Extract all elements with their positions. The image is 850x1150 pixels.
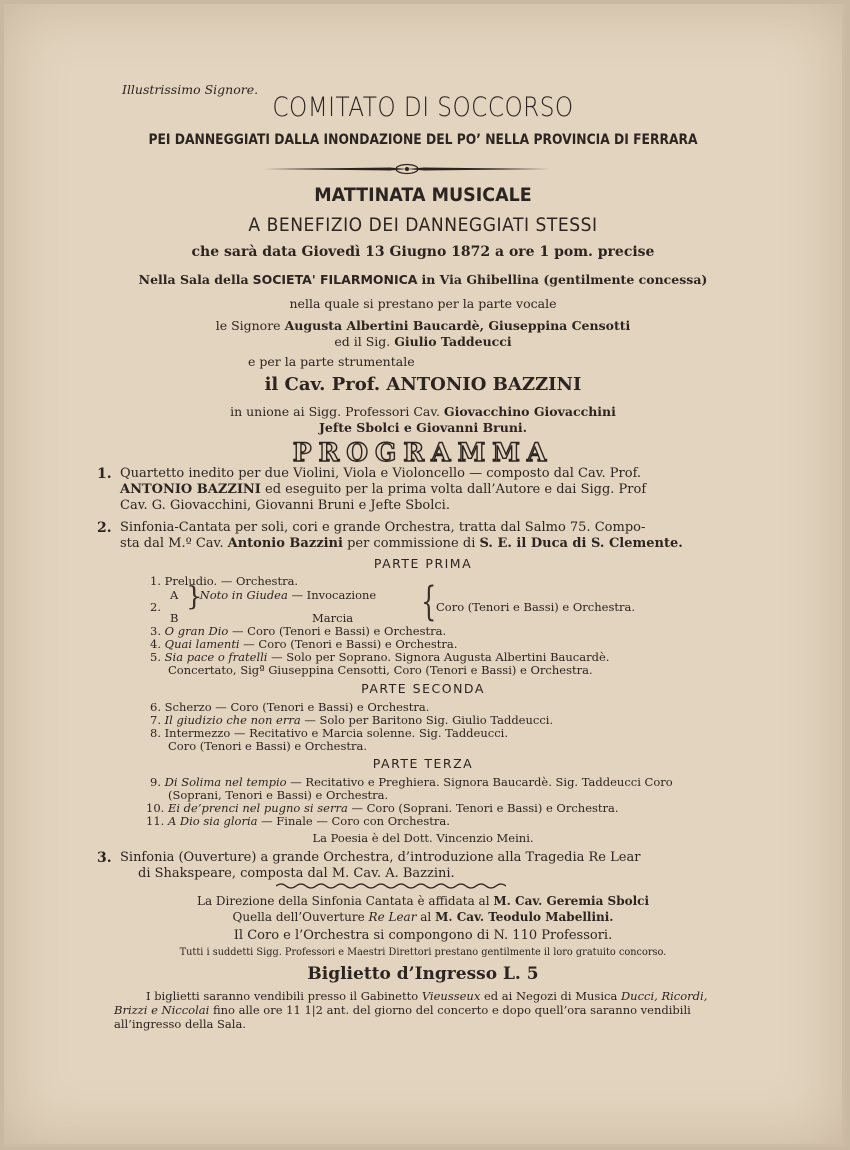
vocal-intro: nella quale si prestano per la parte vocale xyxy=(289,296,557,311)
venue-name: SOCIETA' FILARMONICA xyxy=(252,272,418,287)
item1-line1: Quartetto inedito per due Violini, Viola e Violoncello — composto dal Cav. Prof. xyxy=(120,466,642,481)
pp-3-num: 3. xyxy=(150,624,161,638)
sig-prefix: ed il Sig. xyxy=(334,334,391,349)
sale-line1 xyxy=(146,989,707,1003)
item2-line2-prefix: sta dal M.º Cav. xyxy=(120,536,224,551)
venue-suffix: in Via Ghibellina (gentilmente concessa) xyxy=(421,272,708,287)
pt-11-num: 11. xyxy=(146,814,165,828)
sale1-b: Vieusseux xyxy=(421,989,481,1003)
pp-3-rest: — Coro (Tenori e Bassi) e Orchestra. xyxy=(231,624,447,638)
pp-line2b xyxy=(170,611,178,625)
dir1-prefix: La Direzione della Sinfonia Cantata è affidata al xyxy=(196,894,490,908)
pt-9-num: 9. xyxy=(150,775,161,789)
direction-line1 xyxy=(4,894,842,908)
ladies-names: Augusta Albertini Baucardè, Giuseppina Censotti xyxy=(284,318,631,333)
ps-7-num: 7. xyxy=(150,713,161,727)
pp-line5-cont: Concertato, Sigª Giuseppina Censotti, Coro (Tenori e Bassi) e Orchestra. xyxy=(168,663,593,677)
pp-line2-coro: Coro (Tenori e Bassi) e Orchestra. xyxy=(436,600,635,614)
ps-line8: 8. Intermezzo — Recitativo e Marcia solenne. Sig. Taddeucci. xyxy=(150,726,508,740)
ornament-rule xyxy=(262,162,552,176)
pp-line3 xyxy=(150,624,446,638)
pp-line5 xyxy=(150,650,609,664)
committee-subtitle: PEI DANNEGGIATI DALLA INONDAZIONE DEL PO’ NELLA PROVINCIA DI FERRARA xyxy=(148,132,698,148)
sale1-d: Ducci, Ricordi, xyxy=(620,989,708,1003)
event-benefit: A BENEFIZIO DEI DANNEGGIATI STESSI xyxy=(248,214,598,236)
ticket-price: Biglietto d’Ingresso L. 5 xyxy=(307,964,539,984)
brace-large: { xyxy=(421,579,437,625)
programma-heading: PROGRAMMA xyxy=(292,438,554,467)
event-name: MATTINATA MUSICALE xyxy=(314,184,532,206)
sale-line3: all’ingresso della Sala. xyxy=(114,1017,246,1031)
item1-number: 1. xyxy=(97,466,112,482)
coro-orchestra: Il Coro e l’Orchestra si compongono di N. 110 Professori. xyxy=(233,928,613,943)
item1-line3: Cav. G. Giovacchini, Giovanni Bruni e Jefte Sbolci. xyxy=(120,498,450,513)
item3-number: 3. xyxy=(97,850,112,866)
pt-11-title: A Dio sia gloria xyxy=(167,814,258,828)
pp-4-num: 4. xyxy=(150,637,161,651)
pp-2b-title: Marcia xyxy=(312,611,354,625)
sale2-a: Brizzi e Niccolai xyxy=(114,1003,210,1017)
pp-5-rest: — Solo per Soprano. Signora Augusta Albertini Baucardè. xyxy=(271,650,610,664)
item3-line1: Sinfonia (Ouverture) a grande Orchestra, d’introduzione alla Tragedia Re Lear xyxy=(120,850,641,865)
dir2-prefix: Quella dell’Ouverture xyxy=(232,910,365,924)
item1-composer: ANTONIO BAZZINI xyxy=(120,482,261,497)
ps-line7 xyxy=(150,713,553,727)
pt-10-title: Ei de’prenci nel pugno si serra xyxy=(167,801,348,815)
salutation: Illustrissimo Signore. xyxy=(122,82,259,97)
union-names2: Jefte Sbolci e Giovanni Bruni. xyxy=(318,420,528,435)
pp-2a-title: Noto in Giudea xyxy=(199,588,288,602)
item1-line2 xyxy=(120,482,646,497)
item2-line2-mid: per commissione di xyxy=(347,536,476,551)
vocal-ladies xyxy=(4,318,842,333)
venue-prefix: Nella Sala della xyxy=(138,272,249,287)
item1-line2-rest: ed eseguito per la prima volta dall’Autore e dai Sigg. Prof xyxy=(265,482,647,497)
ps-7-title: Il giudizio che non erra xyxy=(164,713,301,727)
sale2-b: fino alle ore 11 1|2 ant. del giorno del concerto e dopo quell’ora saranno vendibili xyxy=(212,1003,691,1017)
direction-line2 xyxy=(4,910,842,924)
brace-small: } xyxy=(186,582,203,612)
ps-line6: 6. Scherzo — Coro (Tenori e Bassi) e Orchestra. xyxy=(150,700,430,714)
item3-line2: di Shakspeare, composta dal M. Cav. A. Bazzini. xyxy=(138,866,455,881)
ladies-prefix: le Signore xyxy=(215,318,281,333)
poesia-credit: La Poesia è del Dott. Vincenzio Meini. xyxy=(312,831,534,845)
pp-line4 xyxy=(150,637,457,651)
ps-line8-cont: Coro (Tenori e Bassi) e Orchestra. xyxy=(168,739,367,753)
event-date: che sarà data Giovedì 13 Giugno 1872 a ore 1 pom. precise xyxy=(191,244,655,260)
committee-title: COMITATO DI SOCCORSO xyxy=(272,92,574,123)
union-prefix: in unione ai Sigg. Professori Cav. xyxy=(230,404,440,419)
pp-line1: 1. Preludio. — Orchestra. xyxy=(150,574,299,588)
vocal-sig xyxy=(4,334,842,349)
pp-4-rest: — Coro (Tenori e Bassi) e Orchestra. xyxy=(243,637,458,651)
pt-10-rest: — Coro (Soprani. Tenori e Bassi) e Orchestra. xyxy=(351,801,619,815)
dir1-name: M. Cav. Geremia Sbolci xyxy=(493,894,650,908)
instrumental-intro: e per la parte strumentale xyxy=(248,354,415,369)
pt-line9 xyxy=(150,775,673,789)
item2-commissioner: S. E. il Duca di S. Clemente. xyxy=(479,536,683,551)
pt-line10 xyxy=(146,801,619,815)
union-name1: Giovacchino Giovacchini xyxy=(443,404,616,419)
sale1-a: I biglietti saranno vendibili presso il Gabinetto xyxy=(146,989,419,1003)
star-performer: il Cav. Prof. ANTONIO BAZZINI xyxy=(264,374,582,395)
sig-name: Giulio Taddeucci xyxy=(394,334,512,349)
item2-composer: Antonio Bazzini xyxy=(227,536,343,551)
pp-5-num: 5. xyxy=(150,650,161,664)
pp-2a-letter: A xyxy=(170,588,179,602)
sale-line2 xyxy=(114,1003,691,1017)
pp-2a-rest: — Invocazione xyxy=(291,588,377,602)
union-line xyxy=(4,404,842,419)
pp-2b-letter: B xyxy=(170,611,179,625)
pt-10-num: 10. xyxy=(146,801,165,815)
wavy-divider xyxy=(276,882,506,890)
dir2-title: Re Lear xyxy=(368,910,417,924)
item2-line2 xyxy=(120,536,683,551)
dir2-name: M. Cav. Teodulo Mabellini. xyxy=(435,910,614,924)
event-venue xyxy=(4,272,842,287)
pt-9-rest: — Recitativo e Preghiera. Signora Baucardè. Sig. Taddeucci Coro xyxy=(290,775,673,789)
item2-number: 2. xyxy=(97,520,112,536)
pt-line11 xyxy=(146,814,450,828)
pt-9-title: Di Solima nel tempio xyxy=(164,775,287,789)
sale1-c: ed ai Negozi di Musica xyxy=(483,989,618,1003)
item2-line1: Sinfonia-Cantata per soli, cori e grande Orchestra, tratta dal Salmo 75. Compo- xyxy=(120,520,646,535)
pp-3-title: O gran Dio xyxy=(164,624,229,638)
pp-line2-num: 2. xyxy=(150,600,161,614)
parte-seconda-heading: PARTE SECONDA xyxy=(361,681,485,696)
pp-4-title: Quai lamenti xyxy=(164,637,240,651)
parte-prima-heading: PARTE PRIMA xyxy=(373,556,473,571)
pt-11-rest: — Finale — Coro con Orchestra. xyxy=(261,814,450,828)
gratis-note: Tutti i suddetti Sigg. Professori e Maestri Direttori prestano gentilmente il loro gratuito concorso. xyxy=(179,946,667,958)
ps-7-rest: — Solo per Baritono Sig. Giulio Taddeucci. xyxy=(304,713,554,727)
parte-terza-heading: PARTE TERZA xyxy=(372,756,474,771)
dir2-mid: al xyxy=(420,910,432,924)
pp-5-title: Sia pace o fratelli xyxy=(164,650,268,664)
document-sheet xyxy=(4,4,845,1147)
pt-line9-cont: (Soprani, Tenori e Bassi) e Orchestra. xyxy=(168,788,389,802)
